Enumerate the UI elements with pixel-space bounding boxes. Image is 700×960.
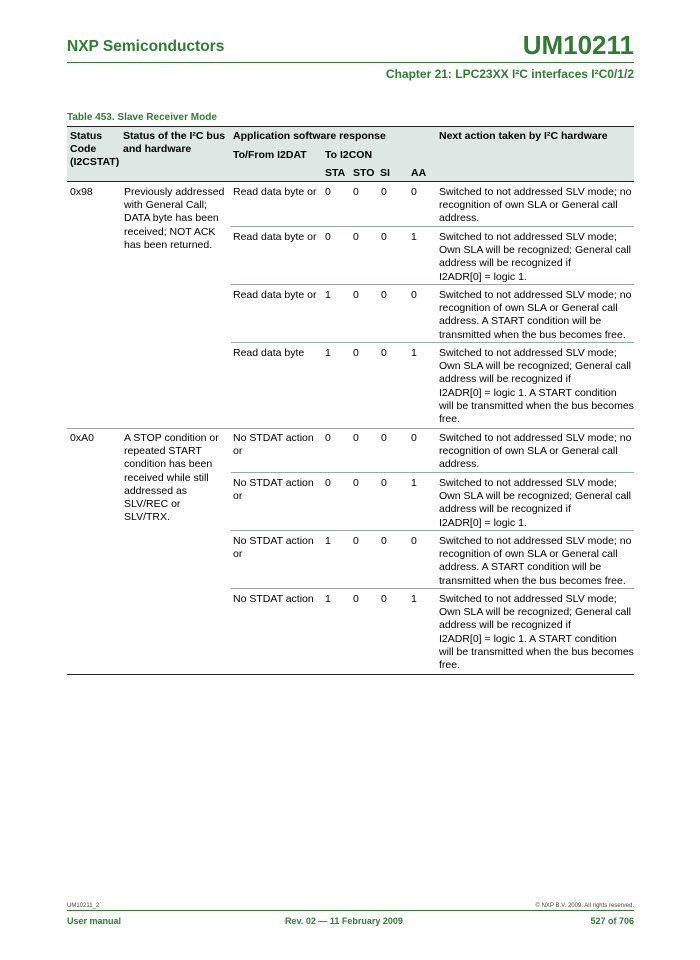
app-action: No STDAT action or: [233, 477, 314, 503]
aa-value: 0: [411, 186, 417, 198]
sta-value: 0: [325, 432, 331, 444]
app-action: Read data byte or: [233, 231, 317, 243]
sta-value: 1: [325, 535, 331, 547]
company-name: NXP Semiconductors: [67, 38, 225, 55]
aa-value: 1: [411, 347, 417, 359]
footer-revision: Rev. 02 — 11 February 2009: [285, 916, 403, 926]
table-bottom-rule: [67, 674, 634, 675]
next-action-text: Switched to not addressed SLV mode; Own SLA will be recognized; General call address will be recognized if I2ADR[0] = logic 1.: [439, 231, 632, 283]
header-to-from-i2dat: To/From I2DAT: [233, 149, 307, 161]
app-action: Read data byte or: [233, 289, 317, 301]
si-value: 0: [381, 535, 387, 547]
row-divider: [231, 226, 634, 227]
si-value: 0: [381, 432, 387, 444]
footer-page-number: 527 of 706: [590, 916, 634, 926]
aa-value: 1: [411, 593, 417, 605]
sta-value: 1: [325, 347, 331, 359]
header-status-bus: Status of the I²C bus and hardware: [123, 130, 226, 155]
aa-value: 0: [411, 432, 417, 444]
sta-value: 0: [325, 231, 331, 243]
status-code: 0xA0: [70, 432, 94, 444]
app-action: No STDAT action: [233, 593, 314, 605]
header-sto: STO: [353, 167, 375, 179]
status-description: A STOP condition or repeated START condition has been received while still addressed as SLV/REC or SLV/TRX.: [124, 432, 219, 524]
header-sta: STA: [325, 167, 346, 179]
app-action: Read data byte or: [233, 186, 317, 198]
app-action: No STDAT action or: [233, 432, 314, 458]
si-value: 0: [381, 186, 387, 198]
next-action-text: Switched to not addressed SLV mode; no recognition of own SLA or General call address. A START condition will be transmitted when the bus becomes free.: [439, 289, 632, 341]
si-value: 0: [381, 593, 387, 605]
header-aa: AA: [411, 167, 427, 179]
sta-value: 1: [325, 593, 331, 605]
aa-value: 1: [411, 231, 417, 243]
aa-value: 0: [411, 535, 417, 547]
app-action: Read data byte: [233, 347, 305, 359]
header-si: SI: [380, 167, 390, 179]
next-action-text: Switched to not addressed SLV mode; Own SLA will be recognized; General call address will be recognized if I2ADR[0] = logic 1.: [439, 477, 632, 529]
si-value: 0: [381, 477, 387, 489]
header-to-i2con: To I2CON: [325, 149, 373, 161]
row-divider: [231, 588, 634, 589]
sto-value: 0: [353, 289, 359, 301]
sto-value: 0: [353, 477, 359, 489]
sta-value: 0: [325, 186, 331, 198]
header-next-action: Next action taken by I²C hardware: [439, 130, 608, 142]
chapter-title: Chapter 21: LPC23XX I²C interfaces I²C0/1/2: [385, 67, 634, 81]
table-header: [67, 127, 634, 182]
document-id: UM10211: [522, 30, 634, 60]
status-description: Previously addressed with General Call; DATA byte has been received; NOT ACK has been returned.: [124, 186, 225, 251]
footer-doc-ref: UM10211_2: [67, 903, 100, 909]
footer-doc-type: User manual: [67, 916, 122, 926]
next-action-text: Switched to not addressed SLV mode; no recognition of own SLA or General call address. A START condition will be transmitted when the bus becomes free.: [439, 535, 632, 587]
group-divider: [67, 428, 634, 429]
sto-value: 0: [353, 347, 359, 359]
footer-rule: [67, 910, 634, 911]
sta-value: 0: [325, 477, 331, 489]
sto-value: 0: [353, 186, 359, 198]
header-status-code: Status Code (I2CSTAT): [70, 130, 120, 168]
row-divider: [231, 472, 634, 473]
next-action-text: Switched to not addressed SLV mode; Own SLA will be recognized; General call address will be recognized if I2ADR[0] = logic 1. A START condition will be transmitted when the bus becomes free.: [439, 593, 634, 672]
table-title: Table 453. Slave Receiver Mode: [67, 112, 217, 123]
header-app-response: Application software response: [233, 130, 386, 142]
aa-value: 0: [411, 289, 417, 301]
sta-value: 1: [325, 289, 331, 301]
sto-value: 0: [353, 432, 359, 444]
next-action-text: Switched to not addressed SLV mode; no recognition of own SLA or General call address.: [439, 186, 632, 225]
next-action-text: Switched to not addressed SLV mode; no recognition of own SLA or General call address.: [439, 432, 632, 471]
si-value: 0: [381, 231, 387, 243]
sto-value: 0: [353, 231, 359, 243]
row-divider: [231, 342, 634, 343]
header-rule: [67, 62, 634, 63]
app-action: No STDAT action or: [233, 535, 314, 561]
status-code: 0x98: [70, 186, 93, 198]
row-divider: [231, 530, 634, 531]
sto-value: 0: [353, 593, 359, 605]
next-action-text: Switched to not addressed SLV mode; Own SLA will be recognized; General call address will be recognized if I2ADR[0] = logic 1. A START condition will be transmitted when the bus becomes free.: [439, 347, 634, 426]
row-divider: [231, 284, 634, 285]
si-value: 0: [381, 347, 387, 359]
footer-copyright: © NXP B.V. 2009. All rights reserved.: [535, 903, 634, 909]
aa-value: 1: [411, 477, 417, 489]
sto-value: 0: [353, 535, 359, 547]
si-value: 0: [381, 289, 387, 301]
